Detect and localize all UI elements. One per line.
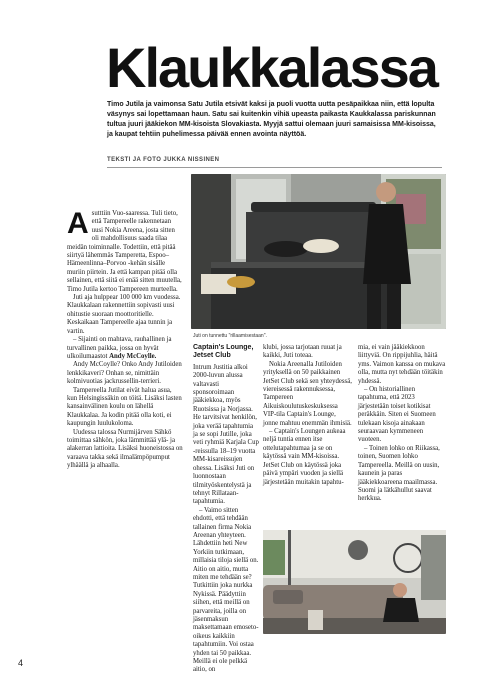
photo-sofa [263,530,446,634]
paragraph: Nokia Areenalla Jutiloiden yrityksellä on 50 paikkainen JetSet Club sekä sen yhteydessä, viereisessä rakennuksessa, Tampereen Aikuiskoulutuskeskuksessa VIP-tila Captain's Lounge, jonne mahtuu enemmän ihmisiä. [263,360,352,427]
paragraph [67,336,183,361]
article-lead: Timo Jutila ja vaimonsa Satu Jutila etsivät kaksi ja puoli vuotta uutta pesäpaikkaa niin, että lopulta väsynys sai lopettamaan haun. Satu sai kuitenkin vihiä upeasta paikasta Kaukkalassa pariskunnan tultua juuri jääkiekon MM-kisoista Slovakiasta. Myyjä sattui olemaan juuri samaisissa MM-kisoissa, ja kaupat tehtiin puhelimessa päivää ennen avointa näyttöä. [107,101,436,138]
dropcap: A [67,207,89,240]
photo-caption: Juti on tunnettu "rillaamisestaan". [193,333,267,339]
page-number: 4 [18,658,24,668]
paragraph: klubi, jossa tarjotaan ruuat ja kaikki, Juti toteaa. [263,344,342,360]
divider [107,167,442,168]
byline: TEKSTI JA FOTO JUKKA NISSINEN [107,157,220,163]
subheading: Captain's Lounge, Jetset Club [193,344,254,360]
paragraph: – Captain's Loungen aukeaa neljä tuntia ennen itse ottelutapahtumaa ja se on käytössä vain MM-kisoissa. JetSet Club on käytössä joka päivä ympäri vuoden ja siellä järjestetään muitakin tapahtu- [263,428,346,486]
paragraph: Uudessa talossa Nurmijärven Sähkö toimittaa sähkön, joka lämmittää ylä- ja alakerran lattioita. Lisäksi huoneistossa on varaava takka sekä ilmalämpöpumput ylhäällä ja alhaalla. [67,428,183,470]
paragraph-text: – Sijainti on mahtava, rauhallinen ja turvallinen paikka, jossa on hyvät ulkoilumaastot [67,336,172,360]
text-column-2 [193,344,259,675]
photo-grill [191,174,446,329]
paragraph: – On historiallinen tapahtuma, että 2023 järjestetään toiset kotikisat peräkkäin. Siten ei Suomeen tulekaan kisoja ainakaan seuraavaan kymmeneen vuoteen. [358,386,436,444]
paragraph: – Vaimo sitten ehdotti, että tehdään tallainen firma Nokia Areenan yhteyteen. Lähdettiin heti New Yorkiin tutkimaan, millaisia tiloja siellä on. Aitio on aitio, mutta miten me tehdään se? Tutkittiin joka nurkka Nykissä. Päädyttiin siihen, että meillä on parvareita, joilla on jäsenmaksun maksettamaan emoseto-oikeus kaikkiin tapahtumiin. Voi ostaa yhden tai 50 paikkaa. Meillä ei ole pelkkä aitio, on [193,506,259,674]
sofa-photo-illustration [263,530,446,634]
paragraph: Juti aja hulppear 100 000 km vuodessa. Klaukkalaan rakennettiin sopivasti uusi ohitustie suoraan moottoritielle. Keskaikaan Tampereelle ajaa tunnin ja vartin. [67,294,181,335]
text-column-4 [358,344,446,504]
paragraph: mia, ei vain jääkiekkoon liittyviä. On rippijuhlia, häitä yms. Vaimon kanssa on mukava olla, mutta nyt tehdään töitäkin yhdessä. [358,344,446,385]
text-column-3 [263,344,352,487]
paragraph: Tampereella Jutilat eivät halua asua, kun Helsingissäkin on töitä. Lisäksi lasten kansainvälinen koulu on lähellä Klaukkalaa. Ja kodin pitää olla koti, ei kaupungin luulukoloma. [67,386,182,428]
paragraph: – Toinen lohko on Riikassa, toinen, Suomen lohko Tampereella. Meillä on uusin, kaunein ja paras jääkiekkoareena maailmassa. Suomi ja lätkähullut saavat herkkua. [358,444,440,503]
paragraph: Intrum Justitia alkoi 2000-luvun alussa valtavasti sponsoroimaan jääkiekkoa, myös Ruotsissa ja Norjassa. He tarvitsivat henkilön, joka verää tapahtumia ja se sopi Jutille, joka veti ryhmiä Karjala Cup -reissulla 18–19 vuotta MM-kisareissujen ohessa. Lisäksi Juti on luonnostaan tilmityöskentelystä ja tehnyt Rillataan-tapahtumia. [193,363,259,506]
paragraph: sutttiin Vuo-saaressa. Tuli tieto, että Tampereelle rakennetaan uusi Nokia Areena, josta sitten oli mahdollisuus saada tilaa meidän toiminnalle. Todettiin, että pitää siirtyä lähemmäs Tamperetta, Espoo–Hämeenlinna–Porvoo -kehän sisälle muriin piirtein. Ja että kampan pitää olla sellainen, että siitä ei enää sitten muutella, Timo Jutila kertoo Tampereen murteella. [67,210,182,293]
andy-name: Andy McCoyllе. [109,352,157,360]
paragraph: Andy McCoylle? Onko Andy Jutiloiden lenkkikaveri? Onhan se, nimittäin kolmivuotias jackrussellin-terrieri. [67,361,182,386]
article-title: Klaukkalassa [106,36,437,99]
text-column-1 [67,207,183,471]
grill-photo-illustration [191,174,446,329]
